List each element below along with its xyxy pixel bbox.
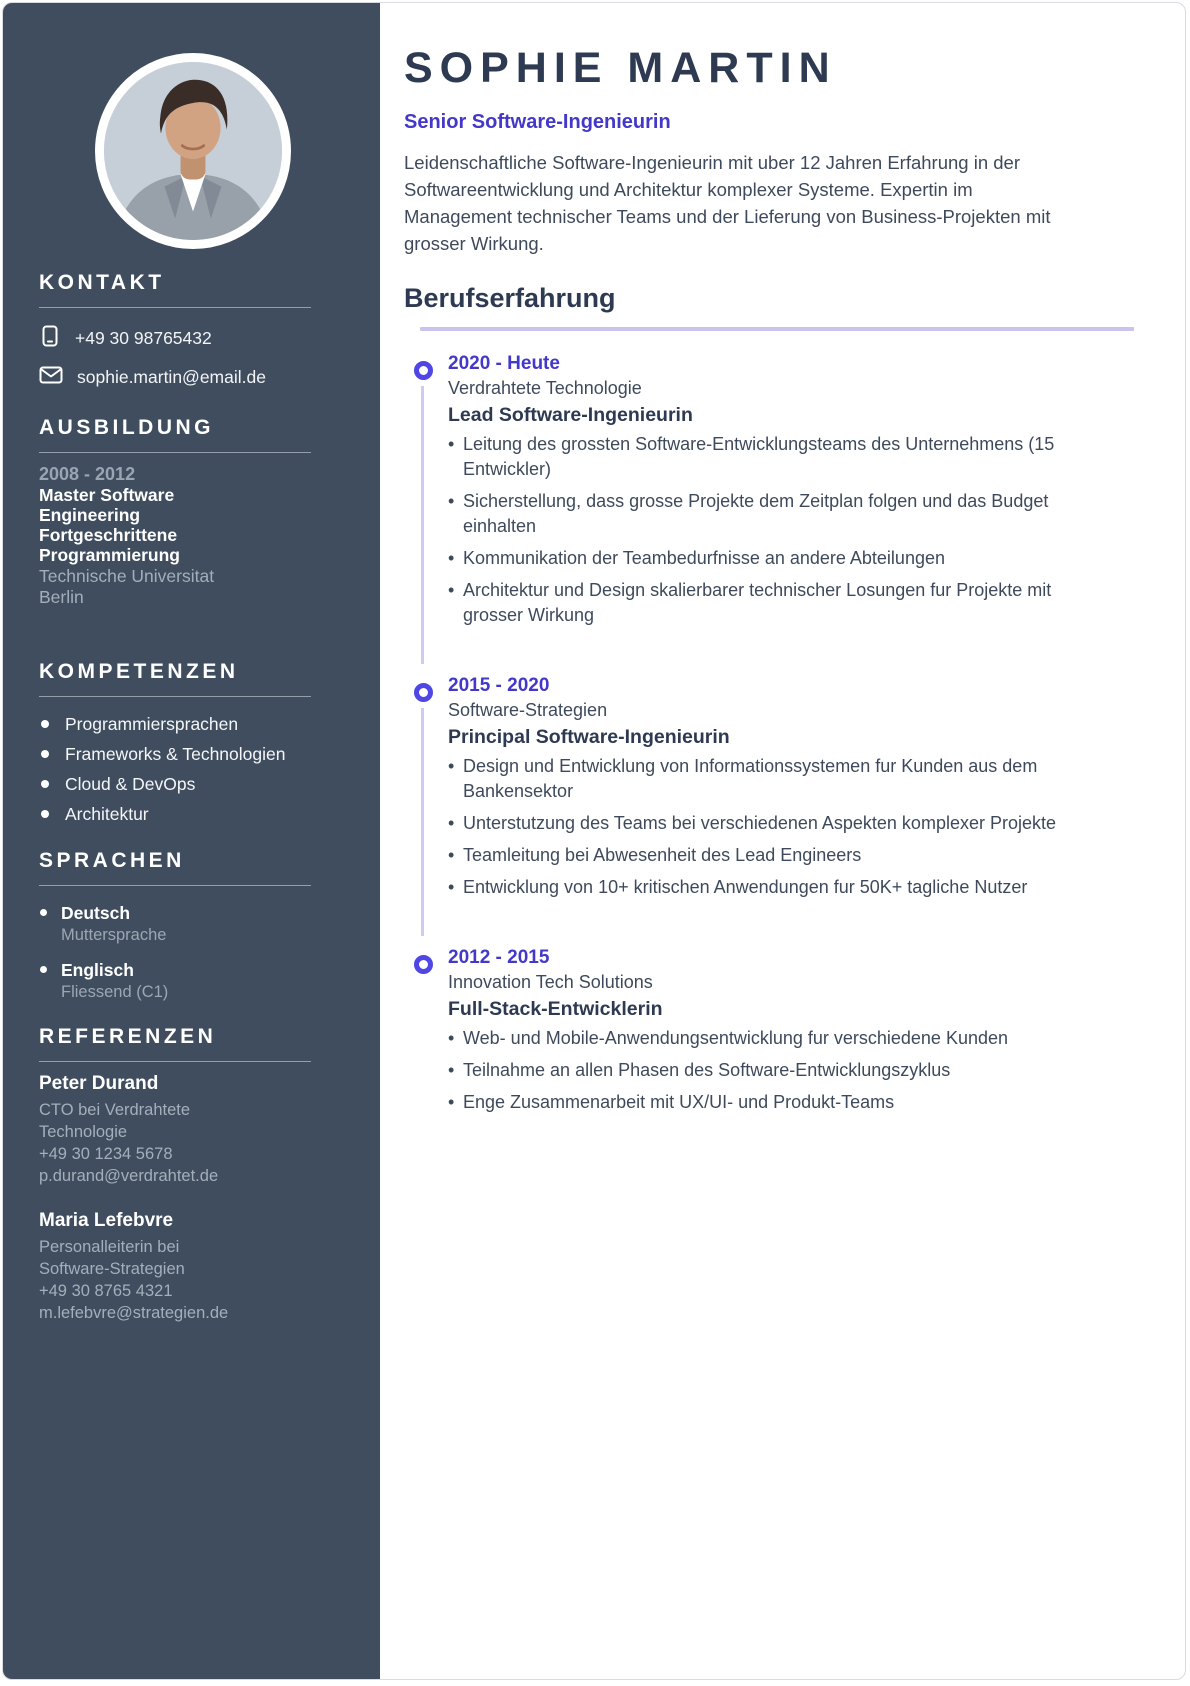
section-divider (39, 696, 311, 697)
experience-divider (420, 327, 1134, 331)
cv-page (2, 2, 1186, 1680)
skill-item: Programmiersprachen (39, 713, 346, 735)
person-name: SOPHIE MARTIN (404, 44, 837, 92)
job-bullet: • Enge Zusammenarbeit mit UX/UI- und Produkt-Teams (448, 1090, 1110, 1115)
contact-section (39, 271, 346, 390)
education-heading: AUSBILDUNG (39, 416, 214, 439)
job-period: 2020 - Heute (448, 353, 560, 374)
reference-item (39, 1072, 346, 1187)
education-specialization: Fortgeschrittene Programmierung (39, 525, 180, 565)
job-company: Software-Strategien (448, 700, 608, 720)
job-bullet-list (448, 432, 1110, 628)
education-degree: Master Software Engineering (39, 485, 175, 525)
job-bullet: • Web- und Mobile-Anwendungsentwicklung fur verschiedene Kunden (448, 1026, 1110, 1051)
education-period: 2008 - 2012 (39, 464, 136, 484)
experience-timeline (404, 352, 1147, 1115)
job-company: Verdrahtete Technologie (448, 378, 642, 398)
languages-section (39, 849, 346, 1003)
job-bullet: • Architektur und Design skalierbarer technischer Losungen fur Projekte mit grosser Wirkung (448, 578, 1110, 628)
job-bullet: • Kommunikation der Teambedurfnisse an andere Abteilungen (448, 546, 1110, 571)
main-content (380, 3, 1185, 1679)
skill-item: Architektur (39, 803, 346, 825)
job-bullet: • Entwicklung von 10+ kritischen Anwendungen fur 50K+ tagliche Nutzer (448, 875, 1110, 900)
experience-heading: Berufserfahrung (404, 283, 616, 313)
reference-email: p.durand@verdrahtet.de (39, 1167, 219, 1185)
job-role: Lead Software-Ingenieurin (448, 404, 693, 426)
phone-value: +49 30 98765432 (75, 328, 212, 348)
job-bullet-list (448, 754, 1110, 900)
languages-heading: SPRACHEN (39, 849, 185, 872)
job-bullet: • Design und Entwicklung von Informationssystemen fur Kunden aus dem Bankensektor (448, 754, 1110, 804)
job-bullet: • Teamleitung bei Abwesenheit des Lead Engineers (448, 843, 1110, 868)
job-period: 2015 - 2020 (448, 675, 550, 696)
section-divider (39, 452, 311, 453)
avatar-illustration (104, 62, 282, 240)
education-school: Technische Universitat Berlin (39, 566, 215, 607)
reference-name: Peter Durand (39, 1073, 159, 1094)
contact-heading: KONTAKT (39, 271, 165, 294)
phone-row (39, 324, 346, 353)
references-section (39, 1025, 346, 1324)
job-bullet: • Unterstutzung des Teams bei verschiedenen Aspekten komplexer Projekte (448, 811, 1110, 836)
person-job-title: Senior Software-Ingenieurin (404, 111, 671, 133)
reference-email: m.lefebvre@strategien.de (39, 1304, 229, 1322)
section-divider (39, 307, 311, 308)
language-name: Englisch (61, 960, 134, 980)
sidebar (3, 3, 380, 1679)
job-bullet: • Sicherstellung, dass grosse Projekte dem Zeitplan folgen und das Budget einhalten (448, 489, 1110, 539)
summary-paragraph: Leidenschaftliche Software-Ingenieurin mit uber 12 Jahren Erfahrung in der Softwareentwicklung und Architektur komplexer Systeme. Expertin im Management technischer Teams und der Lieferung von Business-Projekten mit grosser Wirkung. (404, 152, 1051, 254)
profile-photo-wrap (39, 53, 346, 249)
language-name: Deutsch (61, 903, 131, 923)
skills-heading: KOMPETENZEN (39, 660, 239, 683)
profile-photo (95, 53, 291, 249)
language-item (39, 902, 346, 946)
job-period: 2012 - 2015 (448, 947, 550, 968)
experience-entry (404, 946, 1110, 1115)
reference-phone: +49 30 8765 4321 (39, 1282, 173, 1300)
job-role: Principal Software-Ingenieurin (448, 726, 730, 748)
language-level: Muttersprache (61, 926, 167, 944)
reference-phone: +49 30 1234 5678 (39, 1145, 173, 1163)
reference-role: CTO bei Verdrahtete Technologie (39, 1101, 191, 1141)
job-bullet-list (448, 1026, 1110, 1115)
references-heading: REFERENZEN (39, 1025, 217, 1048)
reference-name: Maria Lefebvre (39, 1210, 174, 1231)
email-value: sophie.martin@email.de (77, 367, 266, 387)
language-level: Fliessend (C1) (61, 983, 169, 1001)
reference-item (39, 1209, 346, 1324)
job-bullet: • Teilnahme an allen Phasen des Software-Entwicklungszyklus (448, 1058, 1110, 1083)
section-divider (39, 1061, 311, 1062)
reference-role: Personalleiterin bei Software-Strategien (39, 1238, 185, 1278)
language-item (39, 959, 346, 1003)
mail-icon (39, 365, 63, 390)
job-role: Full-Stack-Entwicklerin (448, 998, 663, 1020)
phone-icon (39, 324, 61, 353)
skill-item: Frameworks & Technologien (39, 743, 346, 765)
skills-section (39, 660, 346, 825)
section-divider (39, 885, 311, 886)
job-company: Innovation Tech Solutions (448, 972, 653, 992)
timeline-dot-icon (414, 683, 433, 702)
email-row (39, 365, 346, 390)
education-section (39, 416, 346, 608)
job-bullet: • Leitung des grossten Software-Entwicklungsteams des Unternehmens (15 Entwickler) (448, 432, 1110, 482)
skill-item: Cloud & DevOps (39, 773, 346, 795)
experience-entry (404, 352, 1110, 628)
experience-entry (404, 674, 1110, 900)
skill-list (39, 713, 346, 825)
timeline-dot-icon (414, 955, 433, 974)
timeline-dot-icon (414, 361, 433, 380)
